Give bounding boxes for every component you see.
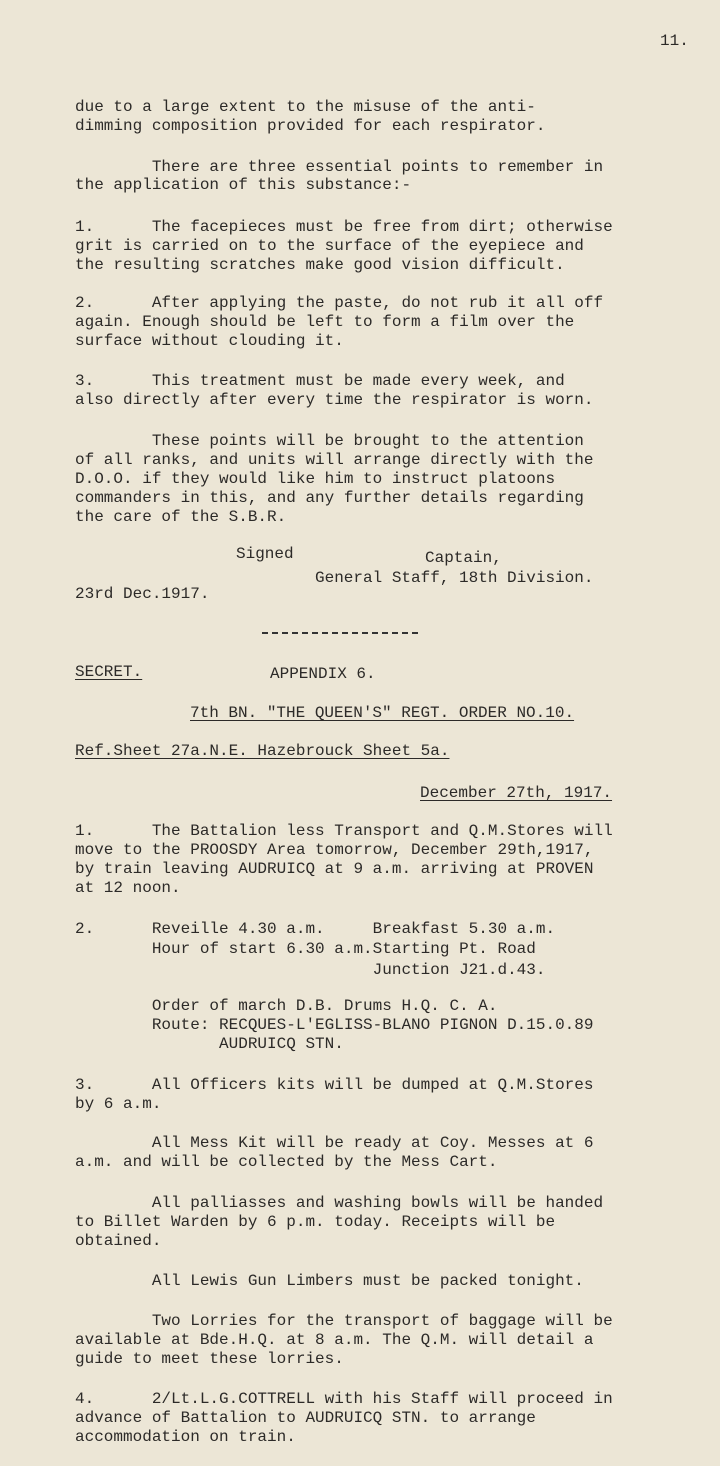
signature-staff: General Staff, 18th Division. (315, 569, 594, 587)
points-intro-line-1: There are three essential points to remember in (75, 158, 604, 176)
lewis-gun-line: All Lewis Gun Limbers must be packed tonight. (75, 1272, 584, 1290)
point-3-line-1: 3. This treatment must be made every week, and (75, 372, 565, 390)
point-2-line-1: 2. After applying the paste, do not rub it all off (75, 294, 604, 312)
order-3-line-1: 3. All Officers kits will be dumped at Q.M.Stores (75, 1076, 594, 1094)
order-4-line-2: advance of Battalion to AUDRUICQ STN. to arrange (75, 1409, 536, 1427)
point-2-line-3: surface without clouding it. (75, 332, 344, 350)
order-3-line-2: by 6 a.m. (75, 1095, 162, 1113)
points-intro-line-2: the application of this substance:- (75, 176, 412, 194)
closing-line-1: These points will be brought to the attention (75, 432, 584, 450)
order-2-line-1: 2. Reveille 4.30 a.m. Breakfast 5.30 a.m. (75, 920, 556, 938)
closing-line-3: D.O.O. if they would like him to instruct platoons (75, 470, 556, 488)
order-date: December 27th, 1917. (420, 784, 613, 802)
march-line-1: Order of march D.B. Drums H.Q. C. A. (75, 997, 498, 1015)
order-1-line-2: move to the PROOSDY Area tomorrow, December 29th,1917, (75, 841, 594, 859)
march-line-2: Route: RECQUES-L'EGLISS-BLANO PIGNON D.15.0.89 (75, 1016, 594, 1034)
lorries-line-2: available at Bde.H.Q. at 8 a.m. The Q.M. will detail a (75, 1331, 594, 1349)
intro-line-2: dimming composition provided for each respirator. (75, 117, 546, 135)
order-4-line-1: 4. 2/Lt.L.G.COTTRELL with his Staff will proceed in (75, 1390, 613, 1408)
order-1-line-3: by train leaving AUDRUICQ at 9 a.m. arriving at PROVEN (75, 860, 594, 878)
reference-sheet: Ref.Sheet 27a.N.E. Hazebrouck Sheet 5a. (75, 742, 450, 760)
order-title: 7th BN. "THE QUEEN'S" REGT. ORDER NO.10. (190, 704, 575, 722)
signature-signed: Signed (236, 545, 294, 563)
intro-line-1: due to a large extent to the misuse of the anti- (75, 98, 536, 116)
lorries-line-1: Two Lorries for the transport of baggage will be (75, 1312, 613, 1330)
palliasses-line-1: All palliasses and washing bowls will be handed (75, 1194, 604, 1212)
mess-line-2: a.m. and will be collected by the Mess Cart. (75, 1153, 498, 1171)
order-2-line-3: Junction J21.d.43. (75, 961, 546, 979)
signature-rank: Captain, (425, 549, 502, 567)
order-1-line-4: at 12 noon. (75, 879, 181, 897)
closing-line-2: of all ranks, and units will arrange directly with the (75, 451, 594, 469)
point-1-line-3: the resulting scratches make good vision difficult. (75, 256, 565, 274)
point-2-line-2: again. Enough should be left to form a film over the (75, 313, 575, 331)
palliasses-line-2: to Billet Warden by 6 p.m. today. Receipts will be (75, 1213, 556, 1231)
order-2-line-2: Hour of start 6.30 a.m.Starting Pt. Road (75, 940, 536, 958)
palliasses-line-3: obtained. (75, 1232, 162, 1250)
appendix-title: APPENDIX 6. (270, 665, 376, 683)
classification-label: SECRET. (75, 663, 143, 681)
point-1-line-1: 1. The facepieces must be free from dirt; otherwise (75, 218, 613, 236)
closing-line-4: commanders in this, and any further details regarding (75, 489, 584, 507)
section-divider (262, 632, 418, 634)
lorries-line-3: guide to meet these lorries. (75, 1350, 344, 1368)
order-1-line-1: 1. The Battalion less Transport and Q.M.Stores will (75, 822, 613, 840)
signature-date: 23rd Dec.1917. (75, 585, 210, 603)
mess-line-1: All Mess Kit will be ready at Coy. Messes at 6 (75, 1134, 594, 1152)
point-1-line-2: grit is carried on to the surface of the eyepiece and (75, 237, 584, 255)
order-4-line-3: accommodation on train. (75, 1428, 296, 1446)
closing-line-5: the care of the S.B.R. (75, 508, 287, 526)
page-number: 11. (660, 32, 689, 50)
point-3-line-2: also directly after every time the respirator is worn. (75, 391, 594, 409)
march-line-3: AUDRUICQ STN. (75, 1035, 344, 1053)
